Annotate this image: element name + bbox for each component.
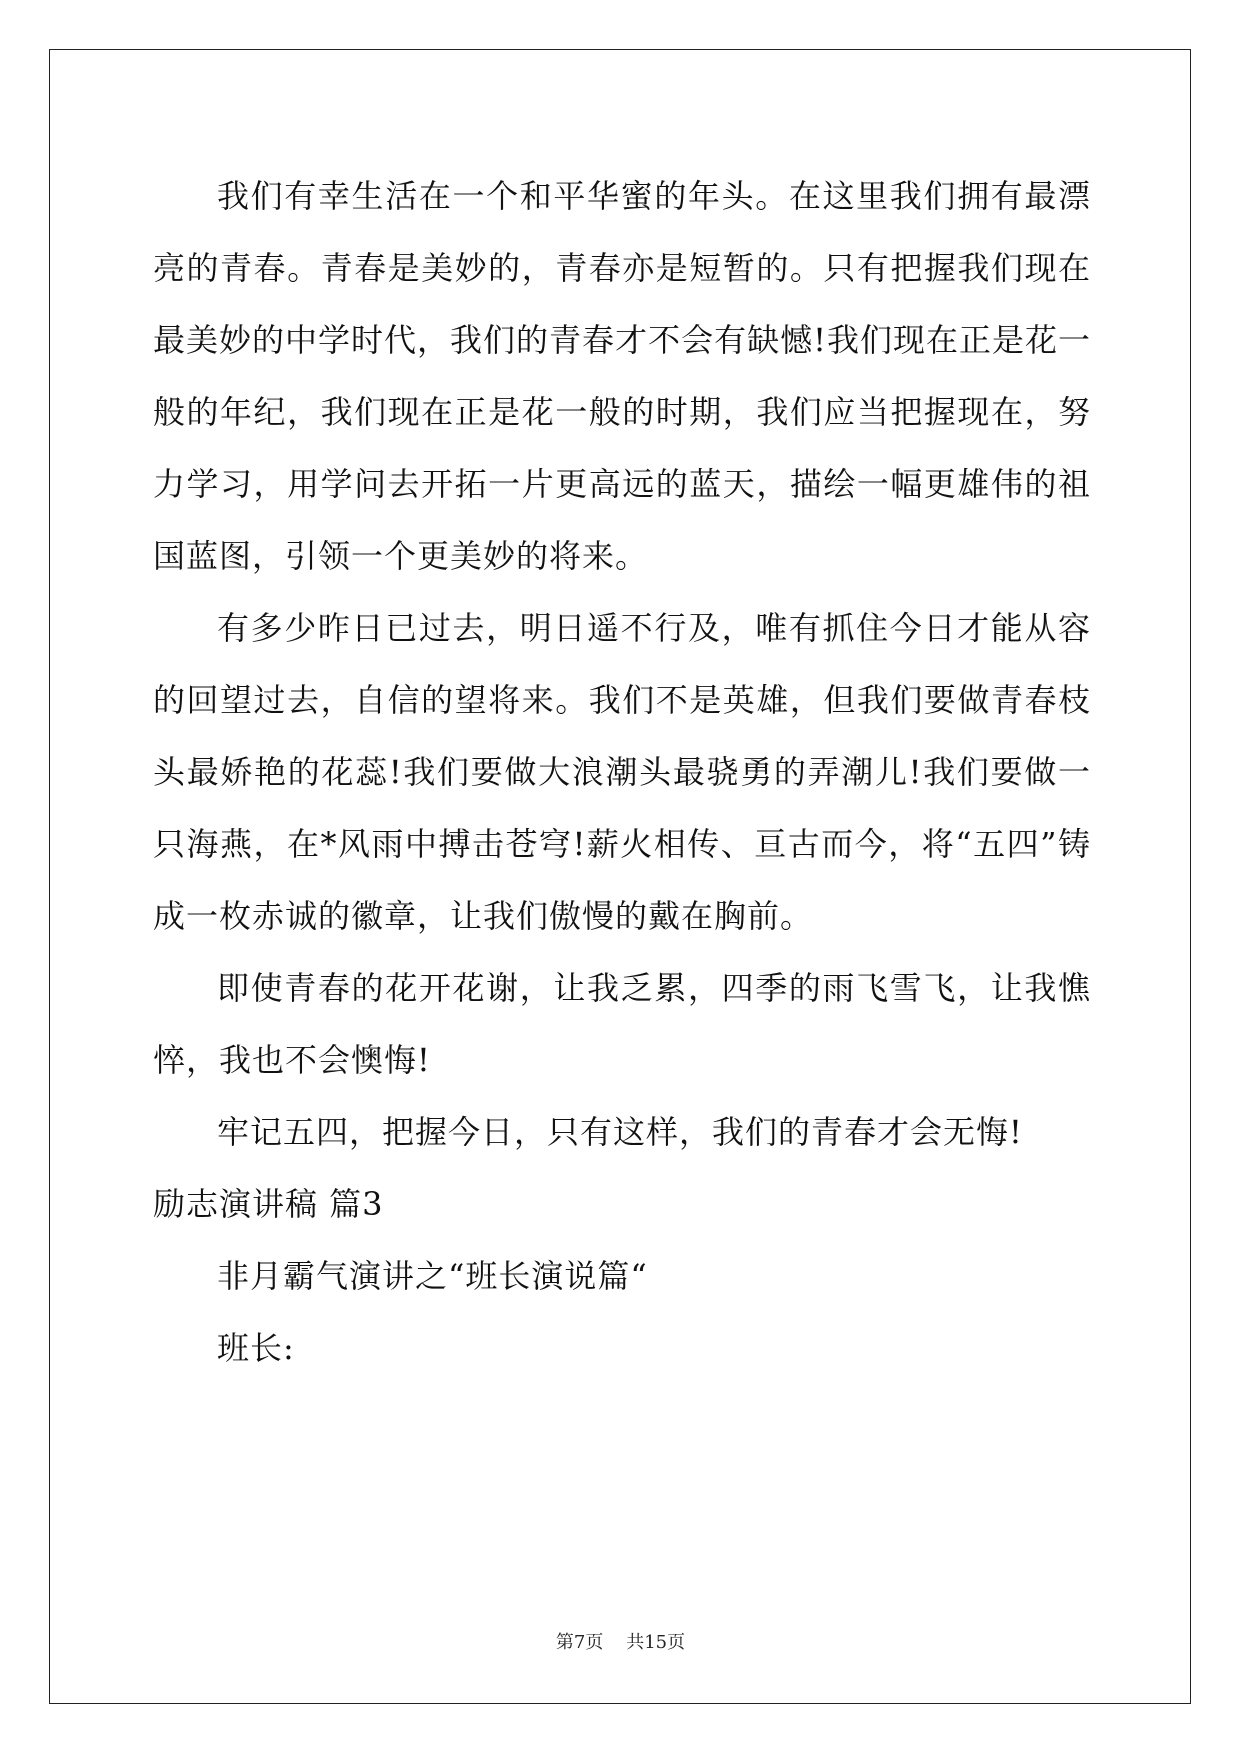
speech-subtitle: 非月霸气演讲之“班长演说篇“ bbox=[217, 1257, 648, 1295]
salutation: 班长: bbox=[217, 1329, 295, 1367]
section-heading: 励志演讲稿 篇3 bbox=[153, 1185, 384, 1223]
paragraph-1: 我们有幸生活在一个和平华蜜的年头。在这里我们拥有最漂亮的青春。青春是美妙的，青春亦是短暂的。只有把握我们现在最美妙的中学时代，我们的青春才不会有缺憾!我们现在正是花一般的年纪，我们现在正是花一般的时期，我们应当把握现在，努力学习，用学问去开拓一片更高远的蓝天，描绘一幅更雄伟的祖国蓝图，引领一个更美妙的将来。 bbox=[153, 177, 1091, 575]
paragraph-3: 即使青春的花开花谢，让我乏累，四季的雨飞雪飞，让我憔悴，我也不会懊悔! bbox=[153, 969, 1091, 1079]
page-total: 共15页 bbox=[626, 1632, 686, 1653]
page-number: 第7页 bbox=[555, 1632, 604, 1653]
page-footer bbox=[0, 1628, 1241, 1654]
document-body bbox=[153, 160, 1091, 1384]
paragraph-2: 有多少昨日已过去，明日遥不行及，唯有抓住今日才能从容的回望过去，自信的望将来。我们不是英雄，但我们要做青春枝头最娇艳的花蕊!我们要做大浪潮头最骁勇的弄潮儿!我们要做一只海燕，在*风雨中搏击苍穹!薪火相传、亘古而今，将“五四”铸成一枚赤诚的徽章，让我们傲慢的戴在胸前。 bbox=[153, 609, 1091, 935]
paragraph-4: 牢记五四，把握今日，只有这样，我们的青春才会无悔! bbox=[217, 1113, 1023, 1151]
